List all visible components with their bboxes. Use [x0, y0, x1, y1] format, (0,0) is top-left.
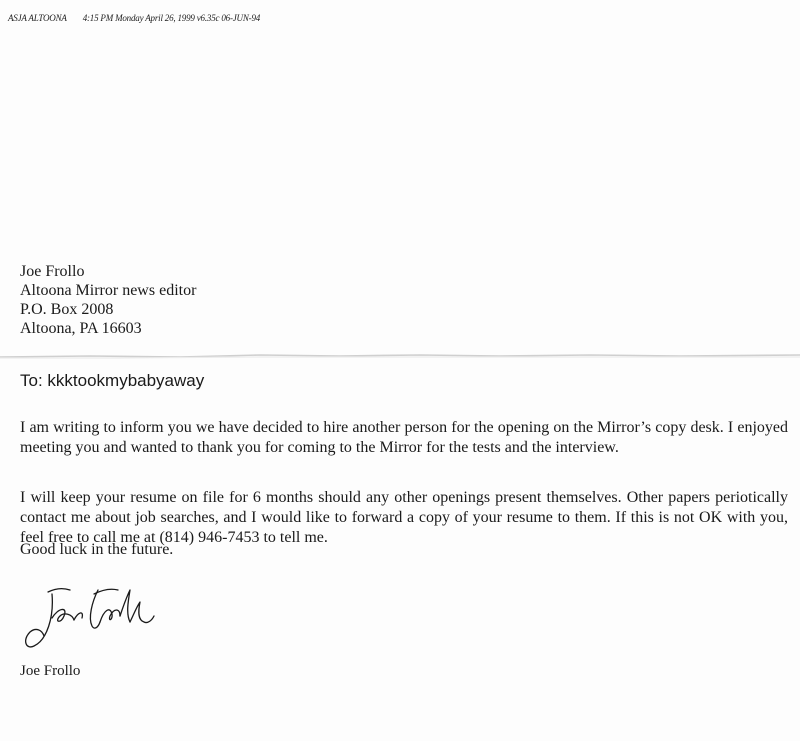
fax-info: 4:15 PM Monday April 26, 1999 v6.35c 06-JUN-94	[82, 13, 261, 23]
recipient-line: To: kkktookmybabyaway	[20, 371, 205, 390]
sender-name: Joe Frollo	[20, 263, 85, 280]
body-paragraph-1: I am writing to inform you we have decided to hire another person for the opening on the Mirror’s copy desk. I enjoyed meeting you and wanted to thank you for coming to the Mirror for the tests and the interview.	[20, 419, 788, 456]
handwritten-signature	[14, 572, 164, 662]
paper-fold-line	[0, 352, 800, 360]
sender-city: Altoona, PA 16603	[20, 320, 142, 337]
body-paragraph-2: I will keep your resume on file for 6 months should any other openings present themselves. Other papers periotically contact me about job searches, and I would like to forward a copy of your resume to them. If this is not OK with you, feel free to call me at (814) 946-7453 to tell me.	[20, 489, 788, 546]
fax-sender: ASJA ALTOONA	[8, 13, 67, 23]
sender-po-box: P.O. Box 2008	[20, 301, 114, 318]
printed-signature-name: Joe Frollo	[20, 663, 81, 679]
sender-address-block	[20, 262, 196, 338]
closing-line: Good luck in the future.	[20, 541, 174, 558]
fax-header	[8, 13, 260, 23]
sender-title: Altoona Mirror news editor	[20, 282, 197, 299]
